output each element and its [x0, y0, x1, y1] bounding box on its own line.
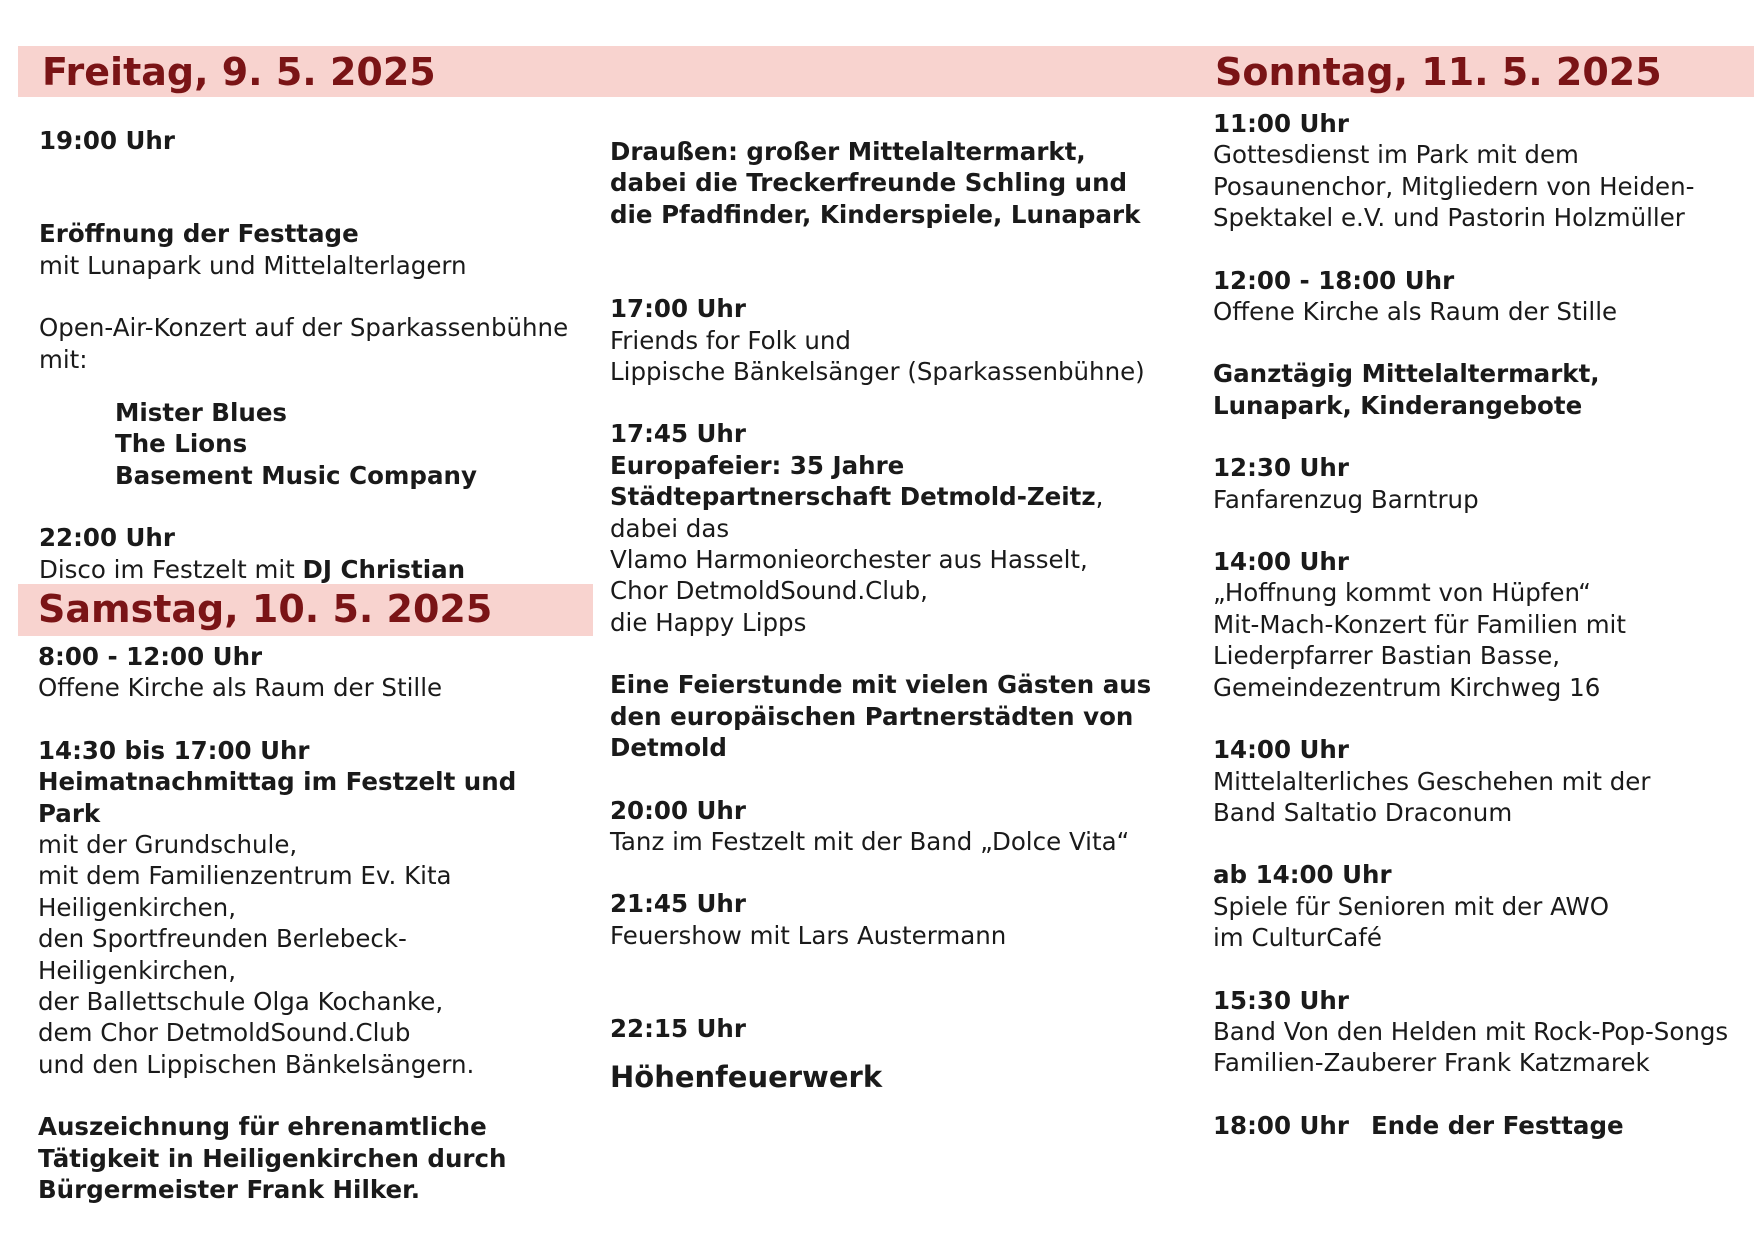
church-text: Offene Kirche als Raum der Stille — [1213, 297, 1618, 327]
heimat-title: Heimatnachmittag im Festzelt und — [38, 767, 517, 797]
end-text: Ende der Festtage — [1370, 1110, 1624, 1140]
saturday-time-1700: 17:00 Uhr — [610, 294, 746, 324]
award-line: Auszeichnung für ehrenamtliche — [38, 1112, 487, 1142]
heimat-line: dem Chor DetmoldSound.Club — [38, 1018, 411, 1048]
outside-line: dabei die Treckerfreunde Schling und — [610, 168, 1128, 198]
heimat-line: mit der Grundschule, — [38, 830, 298, 860]
heimat-title: Park — [38, 798, 101, 828]
saturday-time-2215: 22:15 Uhr — [610, 1014, 746, 1044]
folk-line: Lippische Bänkelsänger (Sparkassenbühne) — [610, 357, 1145, 387]
saturday-time-1430: 14:30 bis 17:00 Uhr — [38, 735, 310, 765]
outside-line: die Pfadfinder, Kinderspiele, Lunapark — [610, 199, 1141, 229]
band-line: Familien-Zauberer Frank Katzmarek — [1213, 1048, 1650, 1078]
service-line: Gottesdienst im Park mit dem — [1213, 140, 1579, 170]
europa-line: dabei das — [610, 513, 730, 543]
sunday-time-1100: 11:00 Uhr — [1213, 109, 1349, 138]
band-name: Mister Blues — [115, 398, 288, 428]
saturday-program-middle — [610, 136, 1151, 1097]
award-line: Bürgermeister Frank Hilker. — [38, 1175, 420, 1205]
allday-line: Ganztägig Mittelaltermarkt, — [1213, 359, 1600, 389]
games-line: Spiele für Senioren mit der AWO — [1213, 891, 1610, 921]
concert-line: Open-Air-Konzert auf der Sparkassenbühne — [39, 313, 569, 343]
saturday-time-2000: 20:00 Uhr — [610, 795, 746, 825]
concert-line: mit: — [39, 344, 88, 374]
europa-line: die Happy Lipps — [610, 607, 807, 637]
heimat-line: Heiligenkirchen, — [38, 892, 236, 922]
opening-title: Eröffnung der Festtage — [39, 219, 359, 249]
sunday-time-1400: 14:00 Uhr — [1213, 547, 1349, 577]
friday-time-2200: 22:00 Uhr — [39, 523, 175, 553]
sunday-time-1230: 12:30 Uhr — [1213, 453, 1349, 483]
europa-title-line — [610, 481, 1151, 512]
band-line: Band Von den Helden mit Rock-Pop-Songs — [1213, 1016, 1729, 1046]
europa-comma: , — [1095, 482, 1104, 512]
hope-line: Gemeindezentrum Kirchweg 16 — [1213, 672, 1601, 702]
feier-line: Eine Feierstunde mit vielen Gästen aus — [610, 670, 1152, 700]
heimat-line: Heiligenkirchen, — [38, 955, 236, 985]
hope-line: Liederpfarrer Bastian Basse, — [1213, 641, 1561, 671]
europa-title: Städtepartnerschaft Detmold-Zeitz — [610, 482, 1096, 512]
medieval-line: Mittelalterliches Geschehen mit der — [1213, 766, 1651, 796]
europa-title: Europafeier: 35 Jahre — [610, 450, 905, 480]
dance-text: Tanz im Festzelt mit der Band „Dolce Vita“ — [610, 826, 1130, 856]
end-line — [1213, 1110, 1728, 1141]
sunday-program — [1213, 108, 1728, 1141]
europa-line: Chor DetmoldSound.Club, — [610, 576, 928, 606]
award-line: Tätigkeit in Heiligenkirchen durch — [38, 1143, 507, 1173]
dj-name: DJ Christian — [302, 554, 466, 584]
hope-line: Mit-Mach-Konzert für Familien mit — [1213, 609, 1626, 639]
fanfare-text: Fanfarenzug Barntrup — [1213, 484, 1479, 514]
saturday-time-0800: 8:00 - 12:00 Uhr — [38, 642, 263, 671]
fireworks-text: Höhenfeuerwerk — [610, 1059, 883, 1094]
sunday-time-1400-b: 14:00 Uhr — [1213, 735, 1349, 765]
friday-time-1900: 19:00 Uhr — [39, 126, 175, 155]
opening-text: mit Lunapark und Mittelalterlagern — [39, 250, 467, 280]
folk-line: Friends for Folk und — [610, 325, 851, 355]
end-time: 18:00 Uhr — [1213, 1110, 1349, 1140]
church-text: Offene Kirche als Raum der Stille — [38, 673, 443, 703]
service-line: Posaunenchor, Mitgliedern von Heiden- — [1213, 171, 1695, 201]
saturday-time-2145: 21:45 Uhr — [610, 889, 746, 919]
heimat-line: der Ballettschule Olga Kochanke, — [38, 987, 444, 1017]
sunday-time-1200: 12:00 - 18:00 Uhr — [1213, 265, 1455, 295]
saturday-time-1745: 17:45 Uhr — [610, 419, 746, 449]
friday-program — [39, 125, 568, 585]
disco-text: Disco im Festzelt mit — [39, 554, 303, 584]
outside-line: Draußen: großer Mittelaltermarkt, — [610, 137, 1086, 166]
sunday-heading: Sonntag, 11. 5. 2025 — [1215, 50, 1662, 94]
europa-line: Vlamo Harmonieorchester aus Hasselt, — [610, 545, 1088, 575]
band-name: The Lions — [115, 429, 248, 459]
band-name: Basement Music Company — [115, 460, 477, 490]
heimat-line: und den Lippischen Bänkelsängern. — [38, 1049, 475, 1079]
fire-text: Feuershow mit Lars Austermann — [610, 920, 1007, 950]
hope-line: „Hoffnung kommt von Hüpfen“ — [1213, 578, 1591, 608]
feier-line: Detmold — [610, 733, 727, 763]
feier-line: den europäischen Partnerstädten von — [610, 701, 1134, 731]
service-line: Spektakel e.V. und Pastorin Holzmüller — [1213, 203, 1685, 233]
saturday-program-left — [38, 641, 516, 1206]
sunday-time-1530: 15:30 Uhr — [1213, 985, 1349, 1015]
games-line: im CulturCafé — [1213, 923, 1382, 953]
heimat-line: mit dem Familienzentrum Ev. Kita — [38, 861, 452, 891]
friday-heading: Freitag, 9. 5. 2025 — [42, 50, 436, 94]
saturday-heading: Samstag, 10. 5. 2025 — [38, 587, 493, 631]
allday-line: Lunapark, Kinderangebote — [1213, 390, 1583, 420]
disco-line — [39, 554, 568, 585]
heimat-line: den Sportfreunden Berlebeck- — [38, 924, 407, 954]
medieval-line: Band Saltatio Draconum — [1213, 797, 1513, 827]
sunday-time-ab1400: ab 14:00 Uhr — [1213, 860, 1392, 890]
